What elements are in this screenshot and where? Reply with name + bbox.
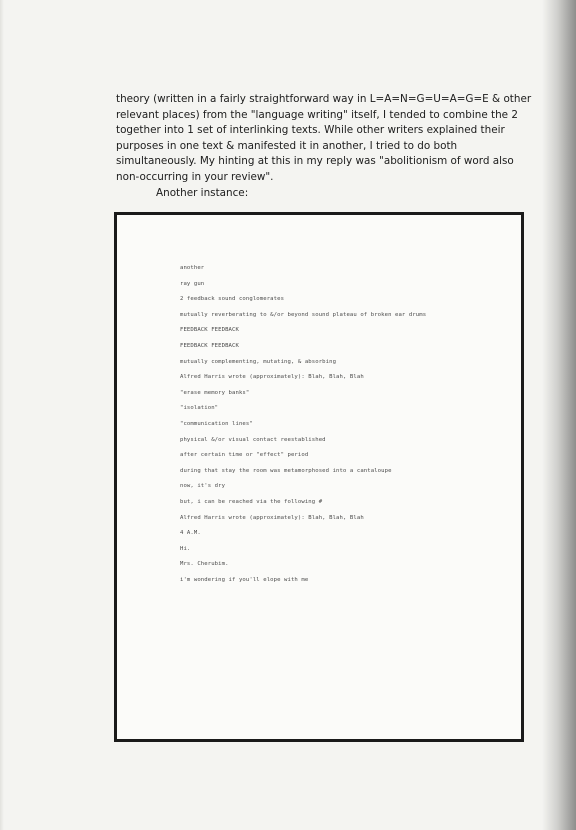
- typescript-line: "isolation": [180, 405, 219, 412]
- typescript-line: "erase memory banks": [180, 389, 250, 396]
- typescript-line: "communication lines": [180, 420, 253, 427]
- prose-line: together into 1 set of interlinking texts. While other writers explained their: [116, 124, 505, 137]
- typescript-line: FEEDBACK FEEDBACK: [180, 327, 239, 334]
- typescript-line: 4 A.M.: [180, 530, 201, 537]
- typescript-line: mutually reverberating to &/or beyond sound plateau of broken ear drums: [180, 311, 427, 318]
- typescript-line: Hi.: [180, 545, 191, 552]
- reproduced-typescript-figure: [114, 212, 524, 742]
- typescript-line: physical &/or visual contact reestablished: [180, 436, 326, 443]
- page-left-edge: [0, 0, 4, 830]
- prose-line: relevant places) from the "language writing" itself, I tended to combine the 2: [116, 108, 518, 121]
- typescript-line: but, i can be reached via the following #: [180, 498, 323, 505]
- body-paragraph: [116, 92, 536, 201]
- typescript-line: another: [180, 265, 205, 271]
- typescript-line: mutually complementing, mutating, & absorbing: [180, 358, 337, 365]
- typescript-line: FEEDBACK FEEDBACK: [180, 342, 239, 349]
- typescript-line: Alfred Harris wrote (approximately): Blah, Blah, Blah: [180, 374, 364, 381]
- typescript-text: [180, 261, 510, 588]
- prose-line-another-instance: Another instance:: [156, 186, 249, 199]
- typescript-line: now, it's dry: [180, 483, 226, 490]
- typescript-line: after certain time or "effect" period: [180, 452, 309, 459]
- typescript-line: ray gun: [180, 280, 205, 287]
- prose-line: non-occurring in your review".: [116, 170, 274, 183]
- typescript-line: Alfred Harris wrote (approximately): Blah, Blah, Blah: [180, 514, 364, 521]
- prose-line: purposes in one text & manifested it in another, I tried to do both: [116, 139, 458, 152]
- prose-line: simultaneously. My hinting at this in my reply was "abolitionism of word also: [116, 155, 514, 168]
- typescript-line: Mrs. Cherubim.: [180, 561, 229, 568]
- typescript-line: during that stay the room was metamorphosed into a cantaloupe: [180, 467, 392, 474]
- binding-shadow: [542, 0, 576, 830]
- typescript-line: i'm wondering if you'll elope with me: [180, 576, 309, 583]
- typescript-line: 2 feedback sound conglomerates: [180, 296, 285, 303]
- prose-line: theory (written in a fairly straightforward way in L=A=N=G=U=A=G=E & other: [116, 93, 532, 105]
